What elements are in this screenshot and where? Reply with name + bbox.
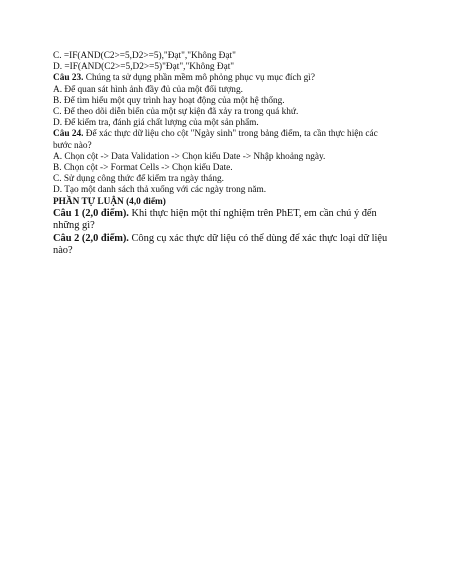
essay-question-2-text: Công cụ xác thực dữ liệu có thể dùng để xác thực loại dữ liệu nào?	[53, 232, 388, 257]
q24-option-d: D. Tạo một danh sách thả xuống với các ngày trong năm.	[53, 185, 267, 196]
essay-heading-text: PHẦN TỰ LUẬN (4,0 điểm)	[53, 196, 166, 207]
question-24-text: Để xác thực dữ liệu cho cột "Ngày sinh" trong bảng điểm, ta cần thực hiện các bước nào?	[53, 129, 378, 151]
essay-question-1-text: Khi thực hiện một thí nghiệm trên PhET, em cần chú ý đến những gì?	[53, 207, 377, 232]
q23-option-d: D. Để kiểm tra, đánh giá chất lượng của một sản phẩm.	[53, 118, 259, 129]
document-content	[53, 51, 398, 257]
q23-option-a: A. Để quan sát hình ảnh đầy đủ của một đối tượng.	[53, 84, 243, 95]
q24-option-a: A. Chọn cột -> Data Validation -> Chọn kiểu Date -> Nhập khoảng ngày.	[53, 151, 326, 162]
q23-option-c: C. Để theo dõi diễn biến của một sự kiện đã xảy ra trong quá khứ.	[53, 107, 299, 118]
essay-question-2	[53, 233, 398, 258]
question-23-text: Chúng ta sử dụng phần mềm mô phỏng phục vụ mục đích gì?	[83, 73, 315, 84]
question-24-label: Câu 24.	[53, 129, 84, 140]
essay-question-1	[53, 208, 398, 233]
essay-question-2-label: Câu 2 (2,0 điểm).	[53, 232, 129, 244]
option-d-formula: D. =IF(AND(C2>=5,D2>=5)"Đạt","Không Đạt"	[53, 62, 235, 73]
option-c-formula: C. =IF(AND(C2>=5,D2>=5),"Đạt","Không Đạt"	[53, 51, 236, 61]
question-23-label: Câu 23.	[53, 73, 84, 84]
question-24	[53, 129, 398, 151]
q24-option-c: C. Sử dụng công thức để kiểm tra ngày tháng.	[53, 174, 224, 185]
q24-option-b: B. Chọn cột -> Format Cells -> Chọn kiểu Date.	[53, 163, 233, 174]
essay-section-heading	[53, 197, 398, 208]
essay-question-1-label: Câu 1 (2,0 điểm).	[53, 207, 129, 219]
question-23	[53, 73, 398, 84]
q23-option-b: B. Để tìm hiểu một quy trình hay hoạt động của một hệ thống.	[53, 95, 285, 106]
